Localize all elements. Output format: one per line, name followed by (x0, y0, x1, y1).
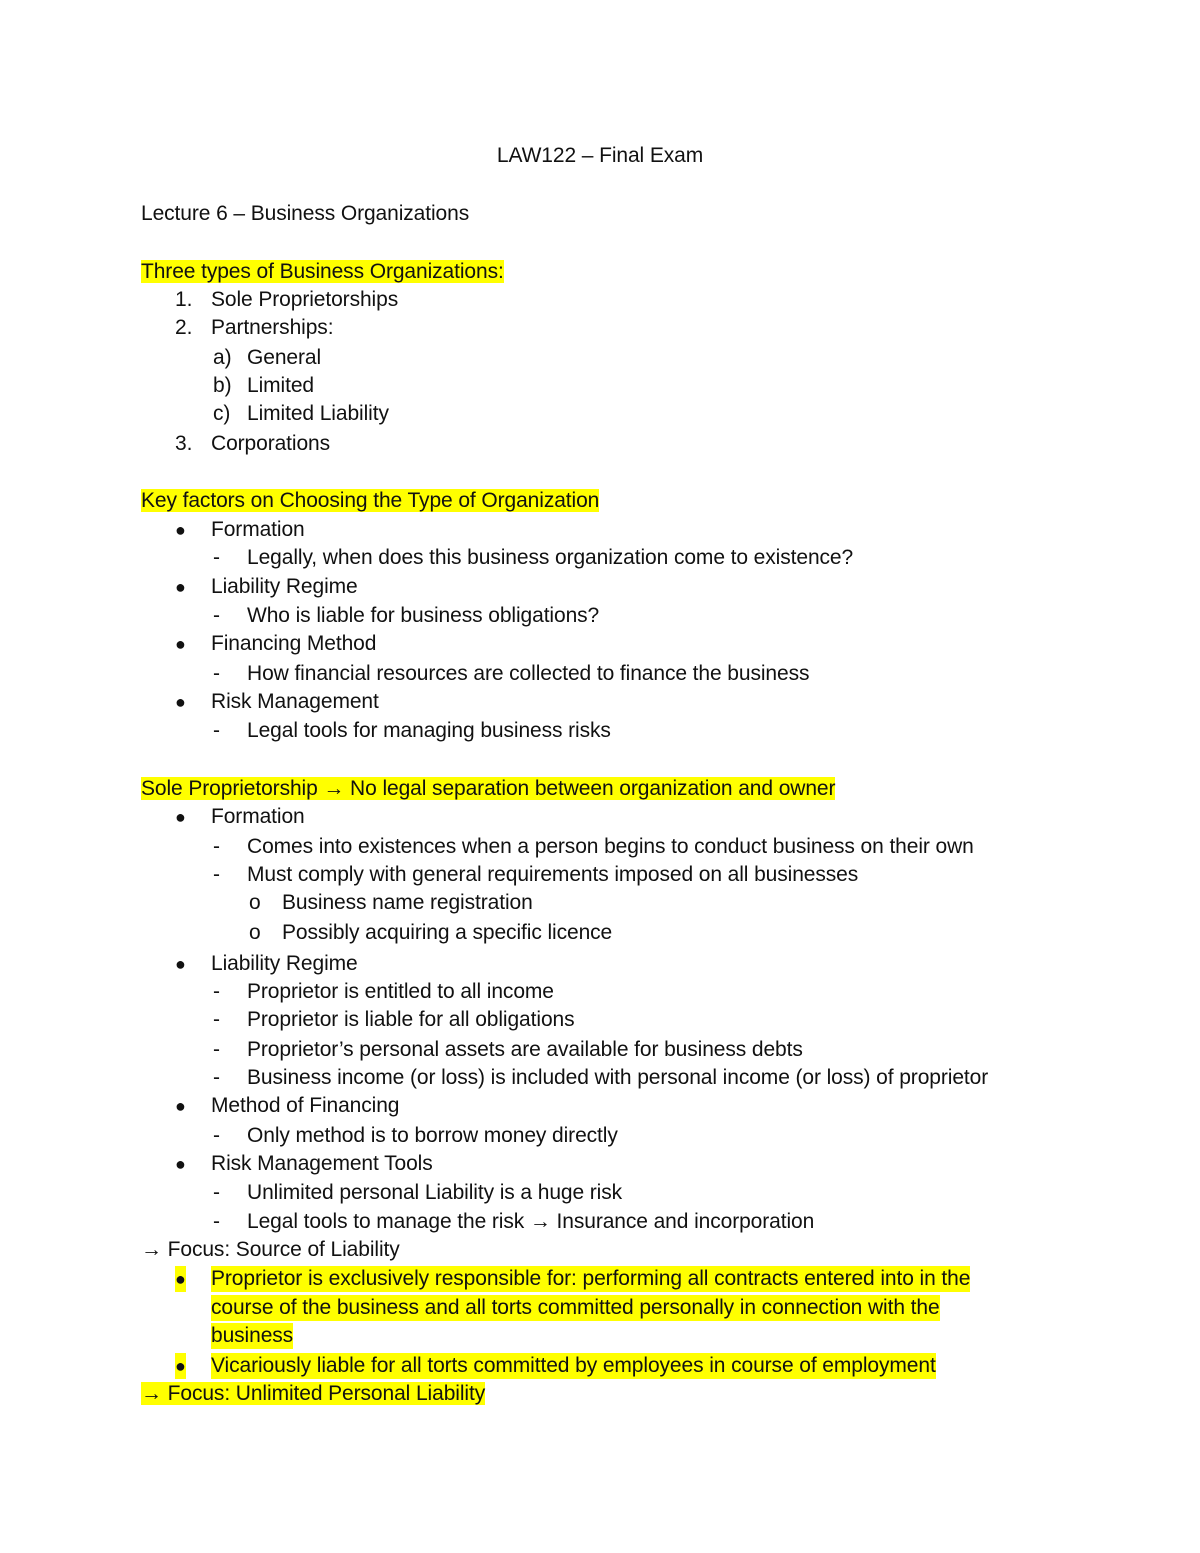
bullet-icon: ● (175, 520, 186, 540)
bullet-icon: ● (175, 807, 186, 827)
list-item-text: General (247, 346, 322, 369)
list-item-text: Partnerships: (211, 316, 334, 339)
list-item-text: Corporations (211, 432, 331, 455)
section1-heading-text: Three types of Business Organizations: (141, 260, 504, 283)
dash-icon: - (213, 1008, 220, 1031)
bullet-icon: ● (175, 1154, 186, 1174)
dash-icon: - (213, 1124, 220, 1147)
list-item-text: Limited (247, 374, 314, 397)
list-item-text: Business name registration (282, 891, 533, 914)
section2-heading-text: Key factors on Choosing the Type of Organization (141, 489, 600, 512)
list-number: 2. (175, 316, 193, 339)
list-item-text: business (211, 1324, 294, 1347)
bullet-icon: ● (175, 692, 186, 712)
bullet-icon: ● (175, 1266, 186, 1292)
bullet-icon: ● (175, 634, 186, 654)
section1-heading (141, 259, 504, 285)
list-item-text: Formation (211, 805, 305, 828)
list-item-text: Liability Regime (211, 952, 358, 975)
dash-icon: - (213, 546, 220, 569)
list-number: 3. (175, 432, 193, 455)
bullet-icon: ● (175, 954, 186, 974)
list-number: 1. (175, 288, 193, 311)
list-item-text: Proprietor’s personal assets are available for business debts (247, 1038, 803, 1061)
list-letter: c) (213, 402, 231, 425)
focus-label: → Focus: Source of Liability (141, 1238, 400, 1261)
list-item-text: Liability Regime (211, 575, 358, 598)
list-item-text: Proprietor is liable for all obligations (247, 1008, 575, 1031)
list-item-text: Unlimited personal Liability is a huge risk (247, 1181, 623, 1204)
list-item-text: Formation (211, 518, 305, 541)
section3-heading (141, 776, 835, 802)
list-letter: b) (213, 374, 232, 397)
dash-icon: - (213, 980, 220, 1003)
list-item-text: Legal tools to manage the risk → Insurance and incorporation (247, 1210, 815, 1233)
section3-heading-text: Sole Proprietorship → No legal separation between organization and owner (141, 777, 836, 800)
list-item-text: Business income (or loss) is included with personal income (or loss) of proprietor (247, 1066, 989, 1089)
document-title (0, 143, 1200, 169)
list-item-text: course of the business and all torts committed personally in connection with the (211, 1296, 940, 1319)
lecture-heading (141, 201, 469, 227)
dash-icon: - (213, 1210, 220, 1233)
dash-icon: - (213, 1038, 220, 1061)
focus-source-of-liability (141, 1237, 400, 1263)
list-item-text: Vicariously liable for all torts committed by employees in course of employment (211, 1354, 936, 1377)
list-item-text: Risk Management (211, 690, 379, 713)
dash-icon: - (213, 835, 220, 858)
bullet-icon: ● (175, 577, 186, 597)
focus-unlimited-liability (141, 1381, 485, 1407)
list-item-text: Sole Proprietorships (211, 288, 399, 311)
dash-icon: - (213, 604, 220, 627)
section2-heading (141, 488, 599, 514)
circle-bullet-icon: o (249, 891, 261, 914)
lecture-text: Lecture 6 – Business Organizations (141, 202, 470, 225)
list-item-text: Who is liable for business obligations? (247, 604, 600, 627)
bullet-icon: ● (175, 1096, 186, 1116)
dash-icon: - (213, 1066, 220, 1089)
focus-label: → Focus: Unlimited Personal Liability (141, 1382, 486, 1405)
circle-bullet-icon: o (249, 921, 261, 944)
dash-icon: - (213, 863, 220, 886)
list-item-text: Must comply with general requirements imposed on all businesses (247, 863, 859, 886)
list-item-text: Possibly acquiring a specific licence (282, 921, 613, 944)
dash-icon: - (213, 662, 220, 685)
dash-icon: - (213, 719, 220, 742)
list-letter: a) (213, 346, 232, 369)
list-item-text: Proprietor is entitled to all income (247, 980, 554, 1003)
list-item-text: Proprietor is exclusively responsible for: performing all contracts entered into in the (211, 1267, 971, 1290)
dash-icon: - (213, 1181, 220, 1204)
list-item-text: How financial resources are collected to finance the business (247, 662, 810, 685)
list-item-text: Legally, when does this business organization come to existence? (247, 546, 854, 569)
list-item-text: Financing Method (211, 632, 377, 655)
list-item-text: Method of Financing (211, 1094, 400, 1117)
list-item-text: Legal tools for managing business risks (247, 719, 611, 742)
list-item-text: Comes into existences when a person begins to conduct business on their own (247, 835, 974, 858)
list-item-text: Only method is to borrow money directly (247, 1124, 618, 1147)
list-item-text: Risk Management Tools (211, 1152, 433, 1175)
bullet-icon: ● (175, 1353, 186, 1379)
list-item-text: Limited Liability (247, 402, 389, 425)
title-text: LAW122 – Final Exam (496, 144, 704, 167)
